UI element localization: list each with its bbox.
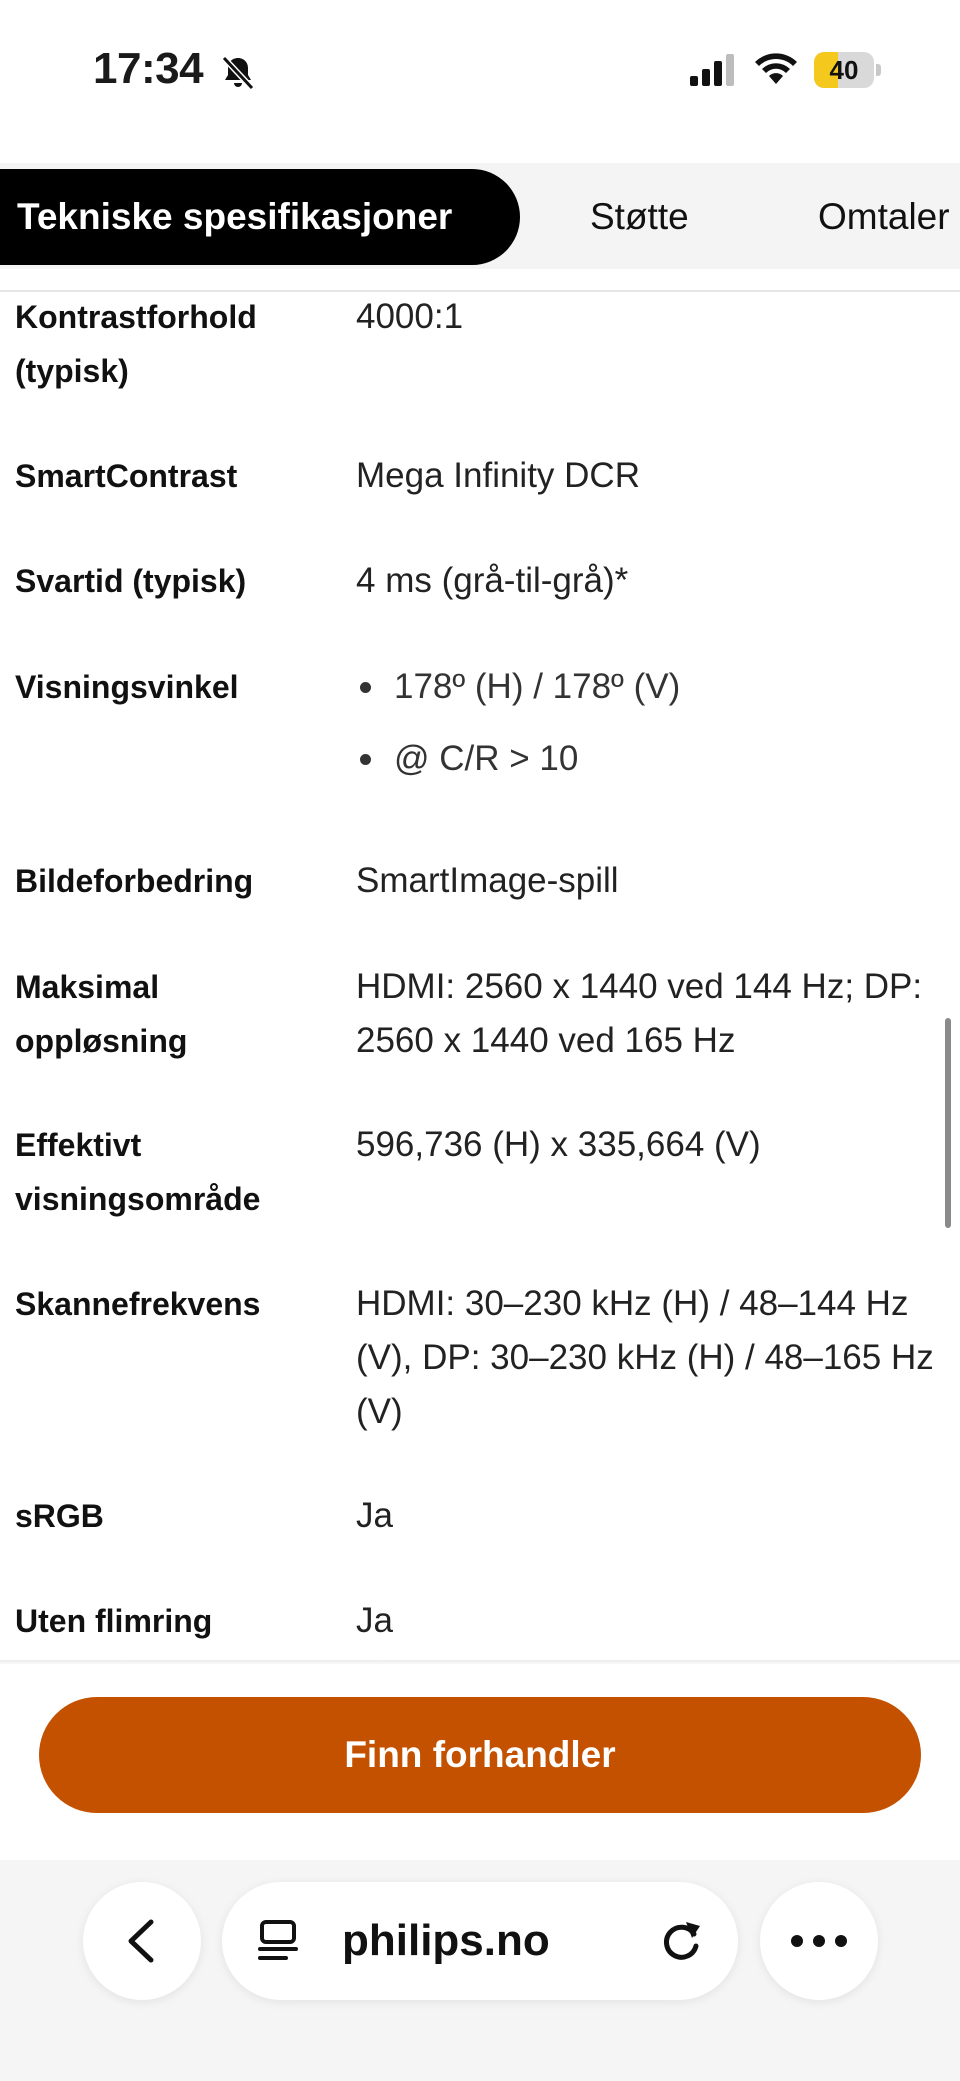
spec-value: 4000:1 bbox=[356, 297, 464, 336]
bell-slash-icon bbox=[218, 52, 258, 92]
spec-value: SmartImage-spill bbox=[356, 861, 619, 900]
list-item: @ C/R > 10 bbox=[356, 732, 946, 786]
scrollbar[interactable] bbox=[945, 1018, 951, 1228]
back-chevron-icon bbox=[117, 1916, 167, 1966]
divider bbox=[0, 1660, 960, 1664]
reload-icon[interactable] bbox=[656, 1916, 706, 1966]
spec-label: Effektivt visningsområde bbox=[15, 1127, 261, 1217]
cellular-signal-icon bbox=[688, 52, 736, 88]
status-time: 17:34 bbox=[93, 44, 204, 93]
tab-technical-specs[interactable]: Tekniske spesifikasjoner bbox=[0, 169, 520, 265]
status-bar bbox=[0, 0, 960, 140]
more-icon bbox=[789, 1931, 849, 1951]
spec-value-list bbox=[356, 660, 946, 804]
tab-support[interactable]: Støtte bbox=[590, 196, 689, 237]
more-button[interactable] bbox=[760, 1882, 878, 2000]
address-bar[interactable] bbox=[222, 1882, 738, 2000]
find-dealer-button[interactable]: Finn forhandler bbox=[39, 1697, 921, 1813]
battery-icon bbox=[814, 52, 882, 88]
spec-value: HDMI: 30–230 kHz (H) / 48–144 Hz (V), DP: 30–230 kHz (H) / 48–165 Hz (V) bbox=[356, 1284, 934, 1431]
url-text[interactable]: philips.no bbox=[342, 1916, 550, 1965]
page-menu-icon bbox=[256, 1918, 302, 1964]
spec-value: 596,736 (H) x 335,664 (V) bbox=[356, 1125, 761, 1164]
spec-label: Svartid (typisk) bbox=[15, 563, 247, 599]
spec-value: Ja bbox=[356, 1496, 393, 1535]
wifi-icon bbox=[752, 50, 800, 88]
spec-label: Uten flimring bbox=[15, 1603, 213, 1639]
spec-label: Maksimal oppløsning bbox=[15, 969, 188, 1059]
battery-level: 40 bbox=[829, 55, 859, 85]
spec-value: 4 ms (grå-til-grå)* bbox=[356, 561, 629, 600]
spec-value: HDMI: 2560 x 1440 ved 144 Hz; DP: 2560 x 1440 ved 165 Hz bbox=[356, 967, 923, 1060]
spec-label: Kontrastforhold (typisk) bbox=[15, 299, 257, 389]
spec-label: Visningsvinkel bbox=[15, 669, 239, 705]
spec-tab-bar bbox=[0, 163, 960, 269]
spec-label: Skannefrekvens bbox=[15, 1286, 261, 1322]
spec-label: SmartContrast bbox=[15, 458, 238, 494]
spec-value: Ja bbox=[356, 1601, 393, 1640]
tab-reviews[interactable]: Omtaler bbox=[818, 196, 950, 237]
list-item: 178º (H) / 178º (V) bbox=[356, 660, 946, 714]
spec-value: Mega Infinity DCR bbox=[356, 456, 640, 495]
spec-label: Bildeforbedring bbox=[15, 863, 254, 899]
spec-label: sRGB bbox=[15, 1498, 104, 1534]
back-button[interactable] bbox=[83, 1882, 201, 2000]
